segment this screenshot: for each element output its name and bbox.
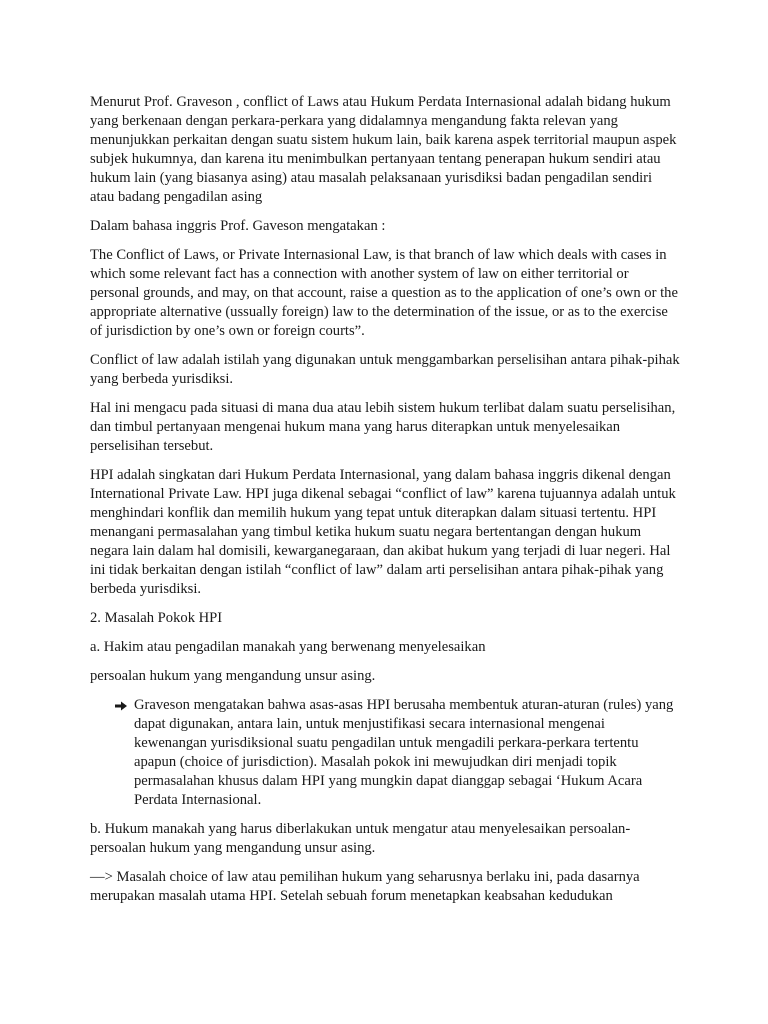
paragraph-choice-of-law: —> Masalah choice of law atau pemilihan hukum yang seharusnya berlaku ini, pada dasarnya merupakan masalah utama HPI. Setelah sebuah forum menetapkan keabsahan kedudukan xyxy=(90,869,640,904)
paragraph-hpi-definition: HPI adalah singkatan dari Hukum Perdata Internasional, yang dalam bahasa inggris dikenal dengan International Private Law. HPI juga dikenal sebagai “conflict of law” karena tujuannya adalah untuk menghindari konflik dan memilih hukum yang tepat untuk diterapkan dalam situasi tertentu. HPI menangani permasalahan yang timbul ketika hukum suatu negara bertentangan dengan hukum negara lain dalam hal domisili, kewarganegaraan, dan akibat hukum yang terjadi di luar negeri. Hal ini tidak berkaitan dengan istilah “conflict of law” dalam arti perselisihan antara pihak-pihak yang berbeda yurisdiksi. xyxy=(90,467,676,597)
paragraph-english-quote: The Conflict of Laws, or Private Internasional Law, is that branch of law which deals with cases in which some relevant fact has a connection with another system of law on either territorial or personal grounds, and may, on that account, raise a question as to the application of one’s own or the appropriate alternative (ussually foreign) law to the determination of the issue, or as to the exercise of jurisdiction by one’s own or foreign courts”. xyxy=(90,247,678,339)
paragraph-english-intro: Dalam bahasa inggris Prof. Gaveson mengatakan : xyxy=(90,218,386,234)
paragraph-item-b: b. Hukum manakah yang harus diberlakukan untuk mengatur atau menyelesaikan persoalan-persoalan hukum yang mengandung unsur asing. xyxy=(90,821,631,856)
paragraph-situation: Hal ini mengacu pada situasi di mana dua atau lebih sistem hukum terlibat dalam suatu perselisihan, dan timbul pertanyaan mengenai hukum mana yang harus diterapkan untuk menyelesaikan perselisihan tersebut. xyxy=(90,400,676,454)
paragraph-item-a-continued: persoalan hukum yang mengandung unsur asing. xyxy=(90,668,376,684)
paragraph-conflict-of-law: Conflict of law adalah istilah yang digunakan untuk menggambarkan perselisihan antara pihak-pihak yang berbeda yurisdiksi. xyxy=(90,352,680,387)
arrow-right-icon xyxy=(114,696,134,810)
paragraph-item-a: a. Hakim atau pengadilan manakah yang berwenang menyelesaikan xyxy=(90,639,486,655)
section-heading-masalah-pokok: 2. Masalah Pokok HPI xyxy=(90,610,223,626)
paragraph-graveson-definition: Menurut Prof. Graveson , conflict of Laws atau Hukum Perdata Internasional adalah bidang hukum yang berkenaan dengan perkara-perkara yang didalamnya mengandung fakta relevan yang menunjukkan perkaitan dengan suatu sistem hukum lain, baik karena aspek territorial maupun aspek subjek hukumnya, dan karena itu menimbulkan pertanyaan tentang penerapan hukum sendiri atau hukum lain (yang biasanya asing) atau masalah pelaksanaan yurisdiksi badan pengadilan sendiri atau badang pengadilan asing xyxy=(90,94,677,205)
bullet-text: Graveson mengatakan bahwa asas-asas HPI berusaha membentuk aturan-aturan (rules) yang dapat digunakan, antara lain, untuk menjustifikasi secara internasional mengenai kewenangan yurisdiksional suatu pengadilan untuk mengadili perkara-perkara tertentu apapun (choice of jurisdiction). Masalah pokok ini mewujudkan diri menjadi topik permasalahan khusus dalam HPI yang mungkin dapat dianggap sebagai ‘Hukum Acara Perdata Internasional. xyxy=(134,697,674,808)
bullet-item xyxy=(90,696,680,810)
document-page xyxy=(90,93,680,916)
